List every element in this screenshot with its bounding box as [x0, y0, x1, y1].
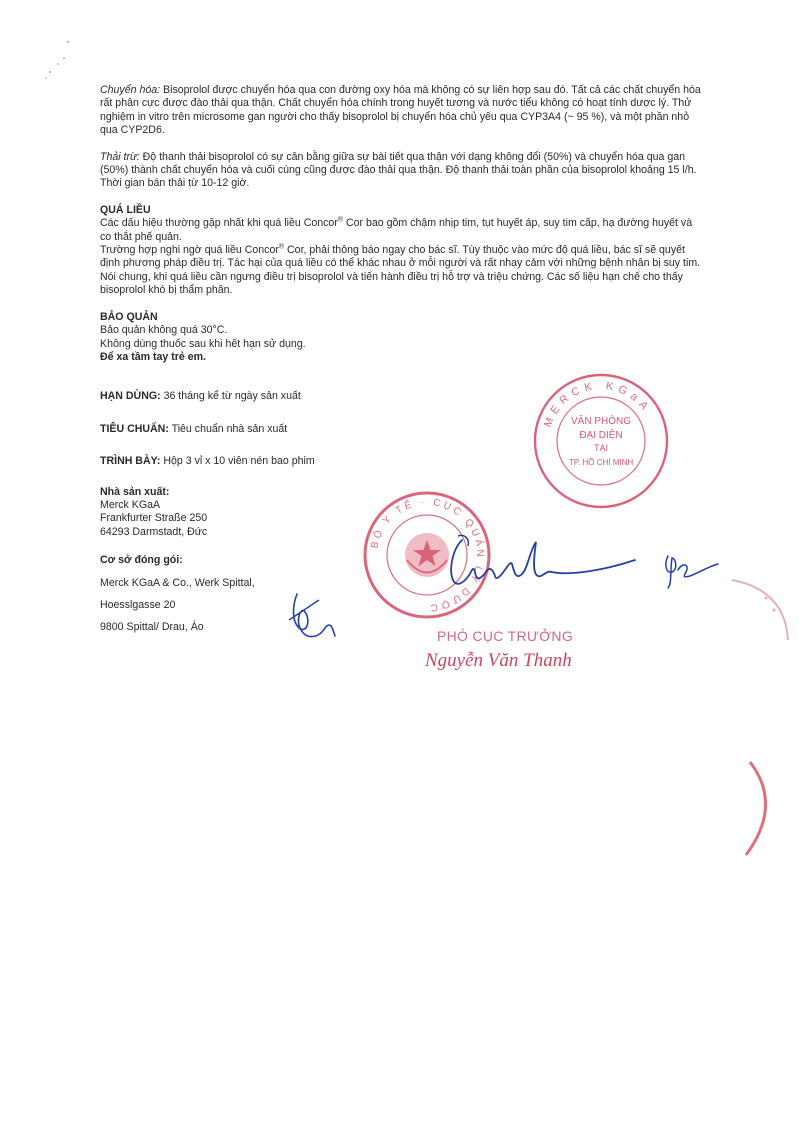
packager-line-3: 9800 Spittal/ Drau, Áo — [100, 621, 204, 634]
office-stamp-line-1: VĂN PHÒNG — [570, 416, 632, 427]
signatory-name: Nguyễn Văn Thanh — [425, 650, 572, 671]
overdose-paragraph-3: Nói chung, khi quá liều cần ngưng điều trị bisoprolol và tiến hành điều trị hỗ trợ và triệu chứng. Các số liệu hạn chế cho thấy bisoprolol khó bị thẩm phân. — [100, 270, 683, 297]
storage-line-3: Để xa tầm tay trẻ em. — [100, 350, 206, 363]
partial-stamp-edge-lower — [728, 760, 798, 860]
manufacturer-line-2: Frankfurter Straße 250 — [100, 512, 208, 525]
scan-specks — [40, 40, 100, 90]
signatory-block — [425, 628, 637, 672]
storage-heading: BẢO QUẢN — [100, 310, 158, 323]
storage-line-1: Bảo quản không quá 30°C. — [100, 324, 228, 337]
packager-label: Cơ sở đóng gói: — [100, 554, 183, 567]
manufacturer-line-3: 64293 Darmstadt, Đức — [100, 525, 208, 538]
elimination-label: Thải trừ: — [100, 150, 140, 163]
shelf-life-line: HẠN DÙNG: 36 tháng kể từ ngày sản xuất — [100, 390, 301, 403]
storage-line-2: Không dùng thuốc sau khi hết hạn sử dụng. — [100, 337, 306, 350]
elimination-text: Độ thanh thải bisoprolol có sự cân bằng giữa sự bài tiết qua thận với dạng không đổi (50%) và chuyển hóa qua gan (50%) thành chất chuyển hóa và cuối cùng cũng được đào thải qua thận. Độ thanh thải toàn phần của bisoprolol khoảng 15 l/h. Thời gian bán thải từ 10-12 giờ. — [100, 150, 697, 190]
ministry-stamp-ring-text: BỘ Y TẾ · CỤC QUẢN LÝ DƯỢC — [369, 496, 486, 614]
standard-line: TIÊU CHUẨN: Tiêu chuẩn nhà sản xuất — [100, 422, 288, 435]
metabolism-paragraph — [100, 84, 704, 138]
packager-line-1: Merck KGaA & Co., Werk Spittal, — [100, 576, 255, 589]
manufacturer-line-1: Merck KGaA — [100, 498, 161, 511]
metabolism-text: Bisoprolol được chuyển hóa qua con đường oxy hóa mà không có sự liên hợp sau đó. Tất cả các chất chuyển hóa rất phân cực được đào thải qua thận. Chất chuyển hóa chính trong huyết tương và nước tiểu không có hoạt tính dược lý. Thử nghiệm in vitro trên microsome gan người cho thấy bisoprolol bị chuyển hóa chủ yếu qua CYP3A4 (~ 95 %), và một phần nhỏ qua CYP2D6. — [100, 84, 701, 137]
overdose-paragraph-1: Các dấu hiệu thường gặp nhất khi quá liều Concor® Cor bao gồm chậm nhịp tim, tụt huyết áp, suy tim cấp, hạ đường huyết và co thắt phế quản. — [100, 216, 693, 243]
office-stamp-ring-text: MERCK KGaA — [541, 379, 654, 430]
elimination-paragraph — [100, 151, 704, 191]
packager-line-2: Hoesslgasse 20 — [100, 598, 176, 611]
manufacturer-label: Nhà sản xuất: — [100, 485, 170, 498]
initials-signature — [285, 590, 345, 645]
office-stamp-line-2: ĐẠI DIỆN — [579, 430, 623, 441]
office-stamp-line-4: TP. HỒ CHÍ MINH — [568, 458, 634, 467]
main-signature — [430, 530, 640, 600]
office-stamp-line-3: TẠI — [593, 443, 609, 453]
presentation-line: TRÌNH BÀY: Hộp 3 vỉ x 10 viên nén bao phim — [100, 455, 315, 468]
metabolism-label: Chuyển hóa: — [100, 84, 161, 96]
office-stamp — [532, 372, 670, 510]
signatory-role: PHÓ CỤC TRƯỞNG — [437, 628, 574, 644]
right-initials — [660, 550, 720, 590]
partial-stamp-edge — [730, 570, 790, 660]
overdose-heading: QUÁ LIỀU — [100, 203, 151, 216]
overdose-paragraph-2: Trường hợp nghi ngờ quá liều Concor® Cor, phải thông báo ngay cho bác sĩ. Tùy thuộc vào mức độ quá liều, bác sĩ sẽ quyết định phương pháp điều trị. Tác hại của quá liều có thể khác nhau ở mỗi người và rất nhạy cảm với những bệnh nhân bị suy tim. — [100, 243, 701, 270]
